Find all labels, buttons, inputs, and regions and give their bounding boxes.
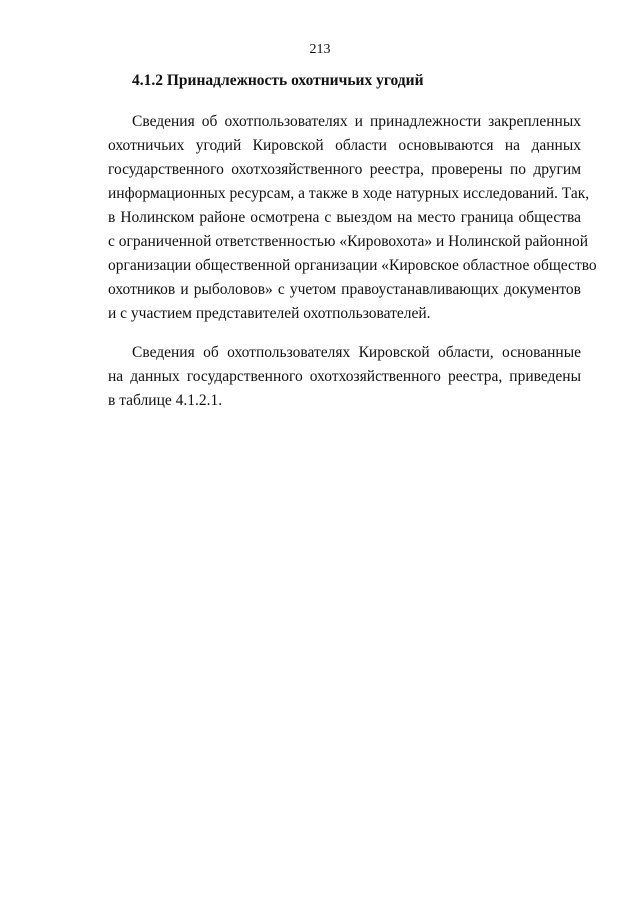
text-line: охотников и рыболовов» с учетом правоустанавливающих документов: [108, 281, 581, 298]
text-line: в таблице 4.1.2.1.: [108, 392, 223, 409]
text-line: организации общественной организации «Кировское областное общество: [108, 257, 597, 274]
text-line: в Нолинском районе осмотрена с выездом на место граница общества: [108, 209, 581, 226]
text-line: государственного охотхозяйственного реестра, проверены по другим: [108, 161, 581, 178]
text-line: информационных ресурсам, а также в ходе натурных исследований. Так,: [108, 185, 590, 202]
text-line: охотничьих угодий Кировской области основываются на данных: [108, 137, 581, 154]
text-line: и с участием представителей охотпользователей.: [108, 305, 431, 322]
text-line: на данных государственного охотхозяйственного реестра, приведены: [108, 368, 581, 385]
section-heading: 4.1.2 Принадлежность охотничьих угодий: [132, 72, 424, 89]
paragraph-1: [108, 110, 597, 326]
text-line: с ограниченной ответственностью «Кировохота» и Нолинской районной: [108, 233, 589, 250]
page-number: 213: [309, 42, 331, 57]
paragraph-2: [108, 341, 581, 413]
text-line: Сведения об охотпользователях Кировской области, основанные: [132, 344, 581, 361]
text-line: Сведения об охотпользователях и принадлежности закрепленных: [132, 113, 581, 130]
